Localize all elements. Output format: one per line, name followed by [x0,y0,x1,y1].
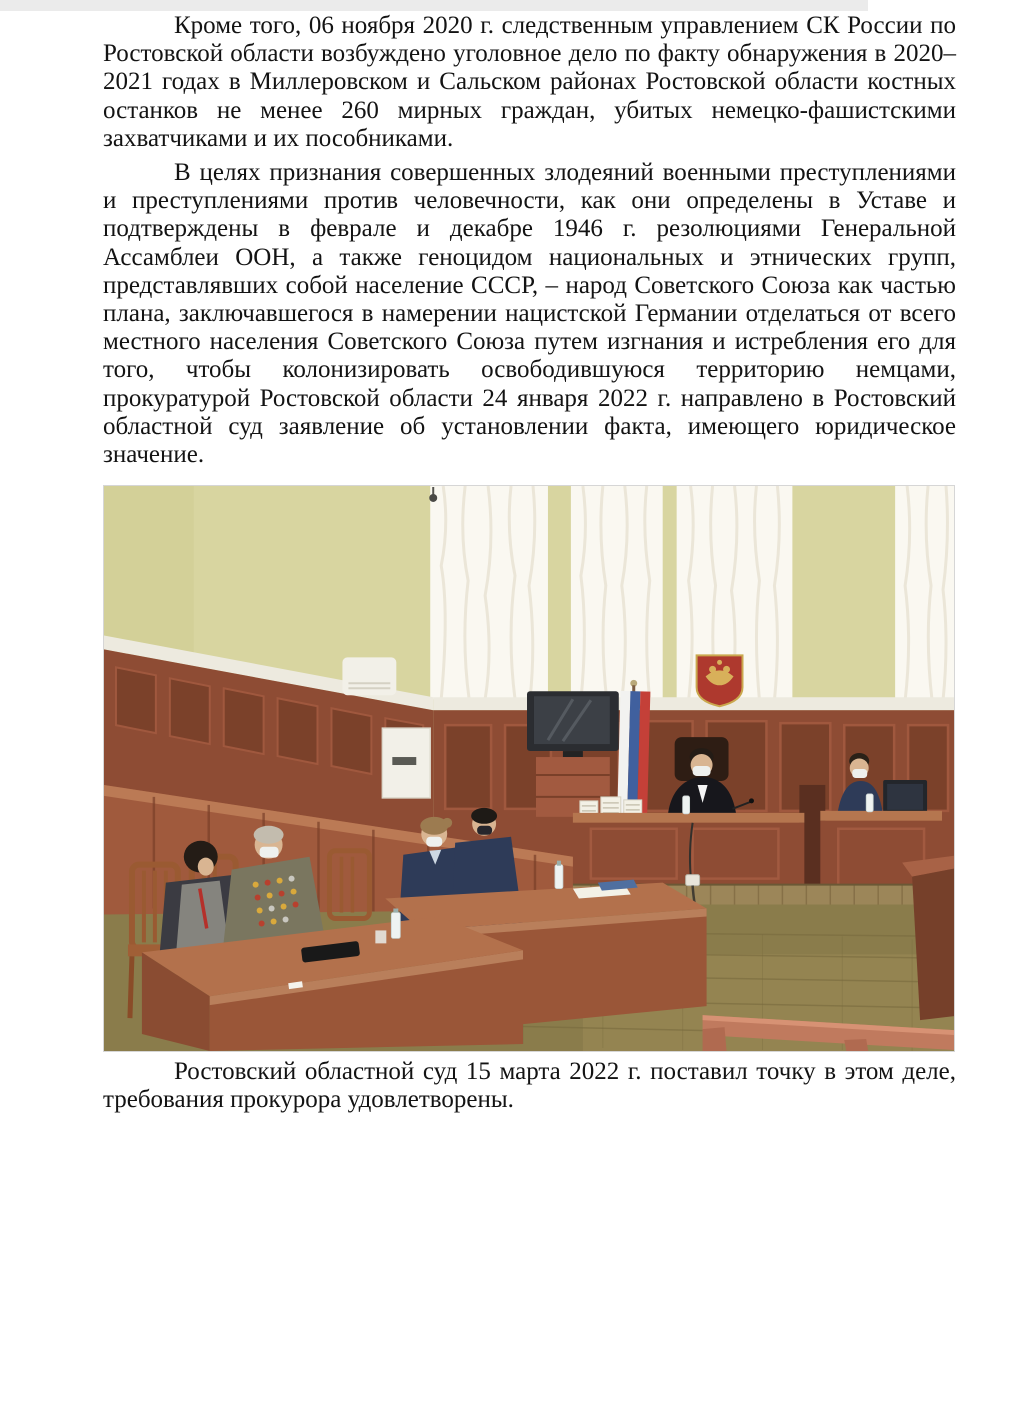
paragraph-1: Кроме того, 06 ноября 2020 г. следственным управлением СК России по Ростовской области возбуждено уголовное дело по факту обнаружения в 2020–2021 годах в Миллеровском и Сальском районах Ростовской области костных останков не менее 260 мирных граждан, убитых немецко-фашистскими захватчиками и их пособниками. [103,12,956,152]
paragraph-3: Ростовский областной суд 15 марта 2022 г. поставил точку в этом деле, требования прокурора удовлетворены. [103,1058,956,1114]
window [430,486,548,699]
russia-coat-of-arms [697,656,743,707]
window [571,486,663,700]
paragraph-2: В целях признания совершенных злодеяний военными преступлениями и преступлениями против человечности, как они определены в Уставе и подтверждены в феврале и декабре 1946 г. резолюциями Генеральной Ассамблеи ООН, а также геноцидом национальных и этнических групп, представлявших собой население СССР, – народ Советского Союза как частью плана, заключавшегося в намерении нацистской Германии отделаться от всего местного населения Советского Союза путем изгнания и истребления его для того, чтобы колонизировать освободившуюся территорию немцами, прокуратурой Ростовской области 24 января 2022 г. направлено в Ростовский областной суд заявление об установлении факта, имеющего юридическое значение. [103,159,956,469]
scan-artifact-bar [0,0,868,11]
water-glass [375,931,386,944]
document-content [103,12,956,1115]
air-conditioner [342,658,396,696]
courtroom-scene [104,486,954,1051]
window [895,486,954,700]
water-bottle [391,913,400,939]
wall-cabinet [382,728,430,798]
courtroom-photo [103,485,955,1052]
